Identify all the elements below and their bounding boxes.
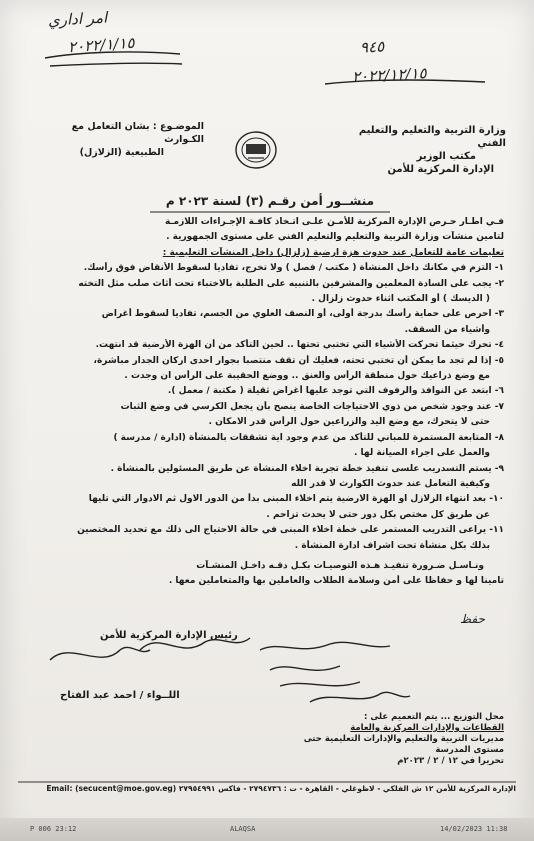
ministry-line: مكتب الوزير	[416, 151, 476, 162]
distribution-line: محل التوزيع ... يتم التعميم على :	[363, 712, 504, 722]
instruction-item: والعمل على اجراء الصيانة لها .	[354, 448, 490, 459]
closing-line: ونـاسـل ضـرورة تنفيـذ هـذه التوصيـات بكـل دقـه داخـل المنشـآت	[196, 560, 484, 571]
handwritten-number-top-right: ٩٤٥	[359, 37, 385, 57]
instruction-item: ٤- تحرك حيثما تحركت الأشياء التي تختبي تحتها .. لحين التأكد من أن الهزة الأرضية قد انتهت.	[95, 340, 504, 351]
instruction-item: ٧- عند وجود شخص من ذوي الاحتياجات الخاصة ينصح بأن يجعل الكرسي في وضع الثبات	[120, 401, 504, 412]
closing-line: تامينا لها و حفاظا على أمن وسلامة الطلاب والعاملين بها والمتعاملين معها .	[168, 576, 504, 587]
handwritten-underline-left	[40, 46, 190, 76]
instruction-item: عن طريق كل مختص بكل دور حتى لا يحدث تزاحم .	[266, 509, 490, 520]
distribution-block	[284, 712, 504, 767]
footer-address: الإدارة المركزية للأمن ١٢ ش الفلكي - لاظوغلي - القاهرة - ت : ٢٧٩٤٧٣٦ - فاكس ٢٧٩٥٤٩٩١ Email: (secucent@moe.gov.eg)	[46, 784, 516, 793]
signature-title: رئيس الإدارة المركزية للأمن	[100, 630, 238, 641]
instruction-item: ٣- احرص على حماية رأسك بدرجة أولى، أو النصف العلوي من الجسم، تفاديا لسقوط أغراض	[101, 309, 504, 320]
ministry-line: الإدارة المركزية للأمن	[387, 164, 494, 175]
ministry-emblem-icon	[234, 130, 278, 170]
instruction-item: بذلك بكل منشأة تحت اشراف ادارة المنشأة .	[294, 540, 490, 551]
handwritten-note-top-left: امر اداري	[47, 8, 108, 30]
title-underline	[150, 209, 390, 215]
fax-sender: ALAQSA	[230, 825, 256, 833]
instruction-item: ٦- ابتعد عن النوافذ والرفوف التي توجد عليها أغراض ثقيلة ( مكتبة / معمل ).	[167, 386, 504, 397]
footer-divider	[18, 780, 516, 784]
instruction-item: مع وضع ذراعيك حول منطقة الرأس والعنق .. ووضع الحقيبة على الرأس ان وجدت .	[124, 371, 490, 382]
instructions-heading: تعليمات عامة للتعامل عند حدوث هزة ارضية (زلزال) داخل المنشآت التعليمية :	[162, 247, 504, 258]
instruction-item: ٨- المتابعة المستمرة للمباني للتأكد من عدم وجود اية تشققات بالمنشأة (ادارة / مدرسة )	[113, 432, 504, 443]
subject-block	[34, 120, 204, 159]
distribution-line: القطاعات والإدارات المركزية والعامة	[350, 723, 504, 733]
fax-transmission-strip	[0, 818, 534, 841]
subject-line: الطبيعية (الزلازل)	[79, 147, 164, 158]
signatory-name: اللــواء / احمد عبد الفتاح	[60, 690, 180, 701]
subject-line: الموضـوع : بشان التعامل مع الكـوارث	[71, 121, 204, 145]
distribution-line: مديريات التربية والتعليم والإدارات التعليمية حتى مستوى المدرسة	[303, 734, 504, 755]
instruction-item: ( الديسك ) أو المكتب اثناء حدوث زلزال .	[311, 294, 490, 305]
instruction-item: ٢- يجب على السادة المعلمين والمشرفين بالتنبيه على الطلبة بالاختباء تحت أثاث صلب مثل التخته	[78, 278, 504, 289]
fax-page: P 006 23:12	[30, 825, 77, 833]
fax-timestamp: 14/02/2023 11:38	[440, 825, 508, 833]
circular-title: منشــور أمن رقـم (٣) لسنة ٢٠٢٣ م	[165, 194, 375, 208]
intro-line: لتامين منشآت وزارة التربية والتعليم والتعليم الفني على مستوى الجمهورية .	[166, 232, 504, 243]
instruction-item: ٩- يستم التسدريب علسى تنفيذ خطة تجربة اخلاء المنشأة عن طريق المسئولين بالمنشأة .	[110, 463, 504, 474]
circular-body	[26, 216, 504, 591]
intro-line: فـي اطـار حـرص الإدارة المركزية للأمـن علـى اتـخاذ كافـة الإجـراءات اللازمـة	[164, 217, 504, 227]
instruction-item: ١١- يراعى التدريب المستمر على خطة اخلاء المبنى في حالة الاحتياج الى ذلك مع تحديد المختصين	[77, 525, 504, 536]
distribution-line: تحريرا في ١٢ / ٢ / ٢٠٢٣م	[397, 756, 504, 766]
instruction-item: حتى لا يتحرك، مع وضع اليد والزراعين حول الرأس قدر الامكان .	[208, 417, 490, 428]
handwritten-underline-right	[320, 74, 490, 94]
ministry-header	[336, 124, 506, 176]
instruction-item: ١٠- بعد انتهاء الزلازل او الهزة الارضية يتم اخلاء المبنى بدأ من الدور الاول ثم الادوار التي تليها	[88, 494, 504, 505]
handwritten-date-top-right: ٢٠٢٢/١٢/١٥	[351, 64, 427, 86]
ministry-line: وزارة التربية والتعليم والتعليم الفني	[358, 125, 506, 149]
instruction-item: ١- التزم في مكانك داخل المنشأة ( مكتب / فصل ) ولا تخرج، تفاديا لسقوط الأنقاض فوق رأسك.	[83, 263, 504, 274]
handwritten-date-top-left: ٢٠٢٢/١/١٥	[67, 33, 136, 57]
instruction-item: وكيفية التعامل عند حدوث الكوارث لا قدر الله	[291, 478, 490, 489]
instruction-item: ٥- إذا لم تجد ما يمكن أن تختبي تحته، فعليك أن تقف منتصبا بجوار احدى اركان الجدار مباشرة،	[93, 355, 504, 366]
instruction-item: وأشياء من السقف.	[404, 324, 490, 335]
handwritten-margin-note: حفظ	[460, 612, 485, 626]
